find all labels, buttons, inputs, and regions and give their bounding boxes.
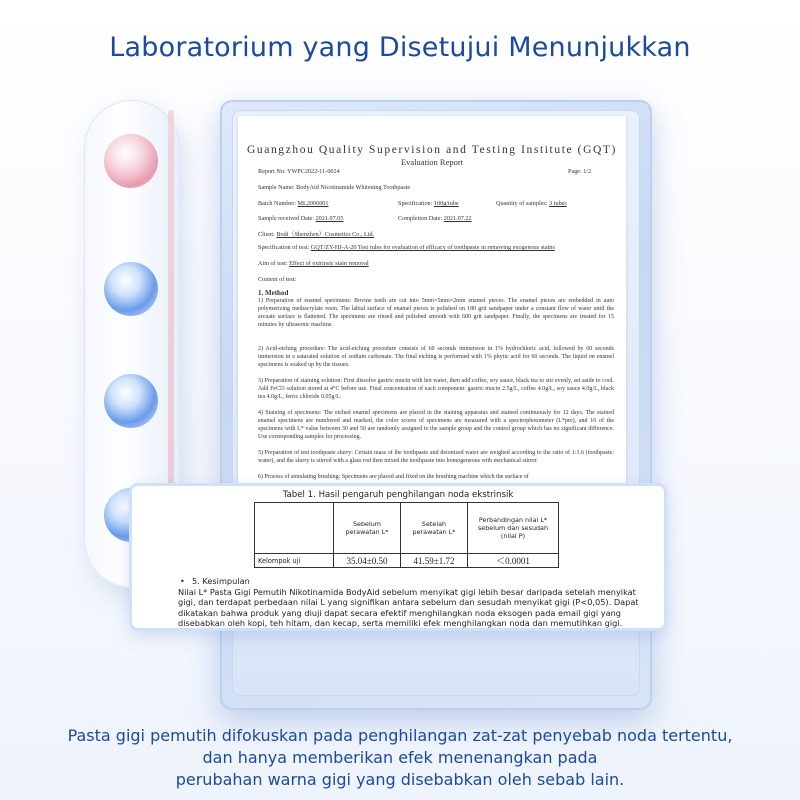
- result-summary-card: [132, 486, 664, 628]
- method-heading: 1. Method: [258, 289, 289, 297]
- table-row: [255, 554, 559, 568]
- blue-sphere-icon: [104, 374, 158, 428]
- table-cell-p-value: ＜0.0001: [468, 554, 559, 568]
- table-header-before: Sebelum perawatan L*: [334, 503, 401, 554]
- table-cell-after: 41.59±1.72: [401, 554, 468, 568]
- table-header-compare: [468, 503, 559, 554]
- conclusion-heading: • 5. Kesimpulan: [178, 576, 652, 587]
- method-paragraph: 1) Preparation of enamel specimens: Bovine teeth are cut into 5mm×5mm×2mm enamel pieces. The enamel pieces are embedded in auto polymerizing methacrylate resin. The labial surface of enamel pieces is polished on 180 grit sandpaper under a constant flow of water until the arcuate surface is flattened. The specimens are rinsed and polished smooth with 600 grit sandpaper. Finally, the specimens are treated for 15 minutes by ultrasonic machine.: [258, 298, 614, 328]
- aim-of-test: [258, 260, 369, 267]
- method-paragraph: 5) Preparation of test toothpaste slurry: Certain mass of the toothpaste and deionized water are weighed according to the ratio of 1:1.6 (toothpaste: water), and the slurry is stirred with a glass rod then mixed the toothpaste into homogeneous with mechanical stirrer.: [258, 450, 614, 464]
- blue-sphere-icon: [104, 262, 158, 316]
- method-paragraph: 4) Staining of specimens: The etched enamel specimens are placed in the staining apparatus and stained continuously for 12 days. The stained enamel specimens are numbered and marked, the color scores of specimens are measured with a spectrophotometer (L*pre), and 16 of the specimens with L* value between 30 and 50 are randomly assigned to the sample group and the control group which has no significant difference. Use corresponding samples for processing.: [258, 410, 614, 440]
- content-of-test: Content of test:: [258, 276, 297, 283]
- evaluation-report-page: [238, 116, 626, 490]
- table-caption: Tabel 1. Hasil pengaruh penghilangan noda ekstrinsik: [282, 490, 514, 500]
- pink-sphere-icon: [104, 134, 158, 188]
- client: [258, 229, 374, 238]
- conclusion-text: Nilai L* Pasta Gigi Pemutih Nikotinamida BodyAid sebelum menyikat gigi lebih besar daripada setelah menyikat gigi, dan terdapat perbedaan nilai L yang signifikan antara sebelum dan sesudah menyikat gigi (P<0,05). Dapat dikatakan bahwa produk yang diuji dapat secara efektif menghilangkan noda eksogen pada email gigi yang disebabkan oleh kopi, teh hitam, dan kecap, serta memiliki efek menghilangkan noda dan memutihkan gigi.: [178, 586, 639, 629]
- qty-value: 3 tubes: [549, 200, 567, 207]
- spec-label: Specification:: [398, 200, 433, 207]
- sample-received-date: [258, 215, 343, 222]
- table-row-label: Kelompok uji: [255, 554, 334, 568]
- method-paragraph: 6) Process of simulating brushing: Specimens are placed and fixed on the brushing machine which the surface of: [258, 474, 529, 480]
- report-title: Evaluation Report: [400, 157, 464, 167]
- quantity-of-samples: [496, 200, 567, 207]
- method-paragraph: 3) Preparation of staining solution: First dissolve gastric mucin with hot water, then add coffee, soy sauce, black tea to stir evenly, set aside to cool. Add FeCl3 solution stored at 4°C before use. Final concentration of each component: gastric mucin 2.5g/L, coffee 4.0g/L, soy sauce 4.0g/L, black tea 4.0g/L, ferric chloride 0.05g/L.: [258, 378, 614, 400]
- client-label: Client:: [258, 231, 275, 238]
- aim-value: Effect of extrinsic stain removal: [289, 260, 369, 267]
- table-header-empty: [255, 503, 334, 554]
- specification-of-test: [258, 244, 555, 251]
- aim-label: Aim of test:: [258, 260, 288, 267]
- table-header-compare-line1: Perbandingan nilai L*: [478, 516, 548, 524]
- caption-line-3: perubahan warna gigi yang disebabkan oleh sebab lain.: [175, 770, 625, 789]
- completion-date: [398, 215, 472, 222]
- report-page-number: Page: 1/2: [568, 168, 592, 175]
- completion-value: 2021.07.22: [443, 215, 472, 222]
- method-paragraph: 2) Acid-etching procedure: The acid-etching procedure consists of 60 seconds immersion in 1% hydrochloric acid, followed by 60 seconds immersion in a saturated solution of sodium carbonate. The final etching is performed with 1% phytic acid for 60 seconds. The liquid on enamel specimens is soaked up by the tissues.: [258, 346, 614, 368]
- table-header-after: Setelah perawatan L*: [401, 503, 468, 554]
- conclusion-section: [178, 576, 652, 629]
- report-institute: Guangzhou Quality Supervision and Testing Institute (GQT): [247, 144, 617, 156]
- headline: Laboratorium yang Disetujui Menunjukkan: [109, 32, 691, 63]
- bottom-caption: [0, 725, 800, 791]
- spec-test-label: Specification of test:: [258, 244, 310, 251]
- results-table: [254, 502, 559, 568]
- table-header-row: [255, 503, 559, 554]
- table-header-compare-line2: sebelum dan sesudah (nilai P): [477, 524, 549, 540]
- table-cell-before: 35.04±0.50: [334, 554, 401, 568]
- received-value: 2021.07.05: [315, 215, 344, 222]
- caption-line-1: Pasta gigi pemutih difokuskan pada penghilangan zat-zat penyebab noda tertentu,: [67, 726, 733, 745]
- report-number: Report No: YWPC2022-11-0024: [258, 168, 340, 175]
- client-value: Bodi（Shenzhen）Cosmetics Co., Ltd.: [276, 231, 375, 238]
- spec-test-value: GQT/ZY-HJ-A-20 Test rules for evaluation of efficacy of toothpaste in removing exogenous stains: [310, 244, 555, 251]
- completion-label: Completion Date:: [398, 215, 443, 222]
- batch-value: ML2006001: [297, 200, 329, 207]
- qty-label: Quantity of samples:: [496, 200, 548, 207]
- batch-label: Batch Number:: [258, 200, 296, 207]
- batch-number: [258, 200, 328, 207]
- received-label: Sample received Date:: [258, 215, 315, 222]
- spec-value: 100g/tube: [433, 200, 459, 207]
- caption-line-2: dan hanya memberikan efek menenangkan pada: [202, 748, 598, 767]
- sample-name: Sample Name: BodyAid Nicotinamide Whitening Toothpaste: [258, 184, 411, 191]
- specification: [398, 200, 459, 207]
